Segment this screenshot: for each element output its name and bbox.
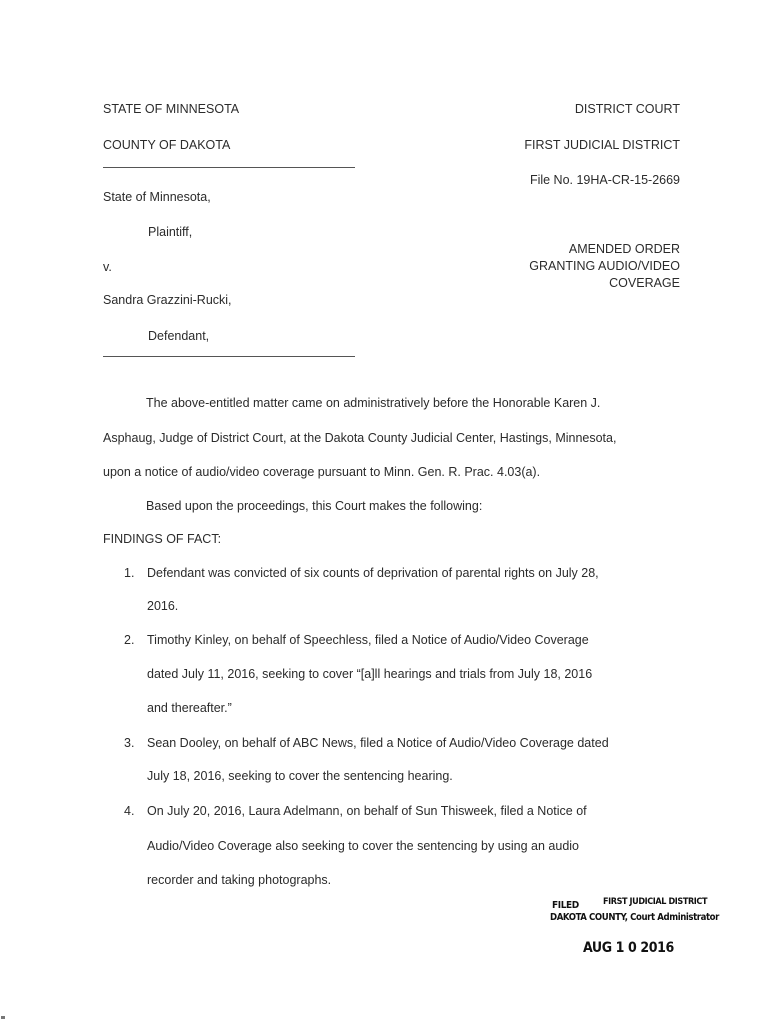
state-heading: STATE OF MINNESOTA (103, 102, 240, 116)
filed-stamp-label: FILED (552, 900, 579, 911)
finding-number: 3. (124, 736, 135, 750)
county-heading: COUNTY OF DAKOTA (103, 138, 231, 152)
finding-number: 1. (124, 566, 135, 580)
filed-stamp-date: AUG 1 0 2016 (583, 940, 674, 956)
plaintiff-name: State of Minnesota, (103, 190, 211, 204)
finding-line: and thereafter.” (147, 701, 232, 715)
defendant-name: Sandra Grazzini-Rucki, (103, 293, 232, 307)
finding-line: Audio/Video Coverage also seeking to cover the sentencing by using an audio (147, 839, 580, 853)
intro-line-2: Asphaug, Judge of District Court, at the Dakota County Judicial Center, Hastings, Minnesota, (103, 431, 617, 445)
finding-line: Timothy Kinley, on behalf of Speechless, filed a Notice of Audio/Video Coverage (147, 633, 589, 647)
finding-number: 2. (124, 633, 135, 647)
finding-line: July 18, 2016, seeking to cover the sentencing hearing. (147, 769, 453, 783)
intro-line-1: The above-entitled matter came on administratively before the Honorable Karen J. (146, 396, 601, 410)
finding-line: recorder and taking photographs. (147, 873, 332, 887)
district-heading: FIRST JUDICIAL DISTRICT (524, 138, 680, 152)
based-upon-text: Based upon the proceedings, this Court makes the following: (146, 499, 483, 513)
filed-stamp-district: FIRST JUDICIAL DISTRICT (603, 897, 708, 907)
defendant-role: Defendant, (148, 329, 210, 343)
scan-mark (1, 1016, 5, 1019)
versus: v. (103, 260, 112, 274)
finding-number: 4. (124, 804, 135, 818)
caption-bottom-rule (103, 356, 355, 357)
finding-line: Defendant was convicted of six counts of deprivation of parental rights on July 28, (147, 566, 599, 580)
order-title-line-3: COVERAGE (609, 276, 680, 290)
finding-line: On July 20, 2016, Laura Adelmann, on behalf of Sun Thisweek, filed a Notice of (147, 804, 587, 818)
file-number: File No. 19HA-CR-15-2669 (529, 173, 680, 187)
filed-stamp-county: DAKOTA COUNTY, Court Administrator (550, 912, 719, 923)
order-title-line-1: AMENDED ORDER (568, 242, 680, 256)
findings-heading: FINDINGS OF FACT: (103, 532, 222, 546)
court-heading: DISTRICT COURT (574, 102, 680, 116)
plaintiff-role: Plaintiff, (148, 225, 193, 239)
finding-line: dated July 11, 2016, seeking to cover “[a]ll hearings and trials from July 18, 2016 (147, 667, 593, 681)
caption-top-rule (103, 167, 355, 168)
finding-line: 2016. (147, 599, 179, 613)
intro-line-3: upon a notice of audio/video coverage pursuant to Minn. Gen. R. Prac. 4.03(a). (103, 465, 541, 479)
order-title-line-2: GRANTING AUDIO/VIDEO (529, 259, 680, 273)
finding-line: Sean Dooley, on behalf of ABC News, filed a Notice of Audio/Video Coverage dated (147, 736, 609, 750)
